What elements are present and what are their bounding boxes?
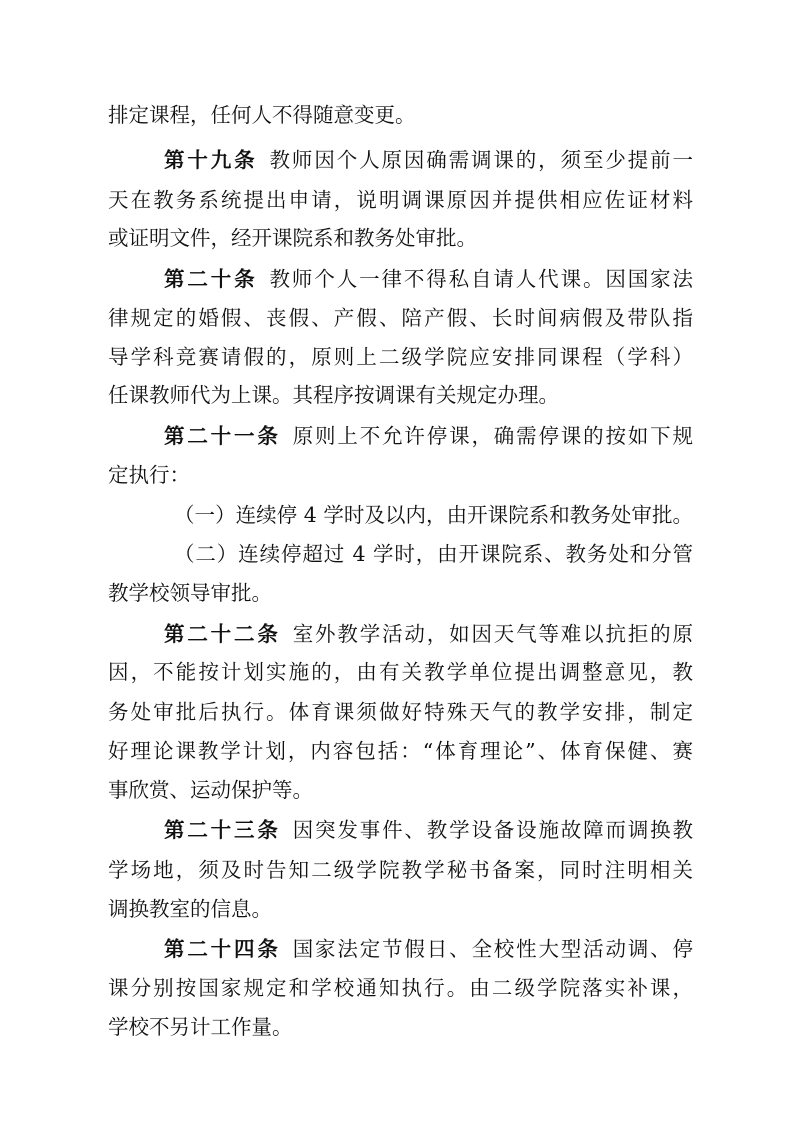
article-heading: 第二十一条	[164, 424, 281, 448]
text-line: 律规定的婚假、丧假、产假、陪产假、长时间病假及带队指	[108, 306, 693, 330]
article-text: 室外教学活动，如因天气等难以抗拒的原	[292, 622, 694, 646]
text-line: 课分别按国家规定和学校通知执行。由二级学院落实补课，	[108, 976, 693, 1000]
article-23-first-line	[164, 815, 693, 845]
article-19-first-line	[164, 145, 693, 175]
article-21-first-line	[164, 421, 693, 451]
text-line: （一）连续停 4 学时及以内，由开课院系和教务处审批。	[174, 503, 693, 527]
article-heading: 第十九条	[164, 148, 258, 172]
article-text: 原则上不允许停课，确需停课的按如下规	[292, 424, 694, 448]
text-line: 导学科竞赛请假的，原则上二级学院应安排同课程（学科）	[108, 345, 693, 369]
article-heading: 第二十四条	[164, 937, 281, 961]
article-text: 教师因个人原因确需调课的，须至少提前一	[269, 148, 694, 172]
text-line: 事欣赏、运动保护等。	[108, 778, 313, 802]
text-line: 定执行：	[108, 463, 190, 487]
text-line: 任课教师代为上课。其程序按调课有关规定办理。	[108, 383, 559, 407]
article-heading: 第二十二条	[164, 622, 281, 646]
text-line: 学校不另计工作量。	[108, 1015, 293, 1039]
article-text: 因突发事件、教学设备设施故障而调换教	[292, 818, 694, 842]
text-line: 调换教室的信息。	[108, 897, 272, 921]
text-line: 天在教务系统提出申请，说明调课原因并提供相应佐证材料	[108, 188, 693, 212]
text-line: 或证明文件，经开课院系和教务处审批。	[108, 226, 477, 250]
text-line: 排定课程，任何人不得随意变更。	[108, 103, 416, 127]
text-line: 教学校领导审批。	[108, 581, 272, 605]
text-line: （二）连续停超过 4 学时，由开课院系、教务处和分管	[174, 542, 693, 566]
article-text: 国家法定节假日、全校性大型活动调、停	[292, 937, 694, 961]
article-20-first-line	[164, 264, 693, 294]
text-line: 务处审批后执行。体育课须做好特殊天气的教学安排，制定	[108, 700, 693, 724]
article-24-first-line	[164, 934, 693, 964]
text-line: 学场地，须及时告知二级学院教学秘书备案，同时注明相关	[108, 858, 693, 882]
text-line: 好理论课教学计划，内容包括：“体育理论”、体育保健、赛	[108, 739, 693, 763]
article-heading: 第二十条	[164, 267, 258, 291]
article-text: 教师个人一律不得私自请人代课。因国家法	[269, 267, 694, 291]
article-22-first-line	[164, 619, 693, 649]
text-line: 因，不能按计划实施的，由有关教学单位提出调整意见，教	[108, 660, 693, 684]
article-heading: 第二十三条	[164, 818, 281, 842]
